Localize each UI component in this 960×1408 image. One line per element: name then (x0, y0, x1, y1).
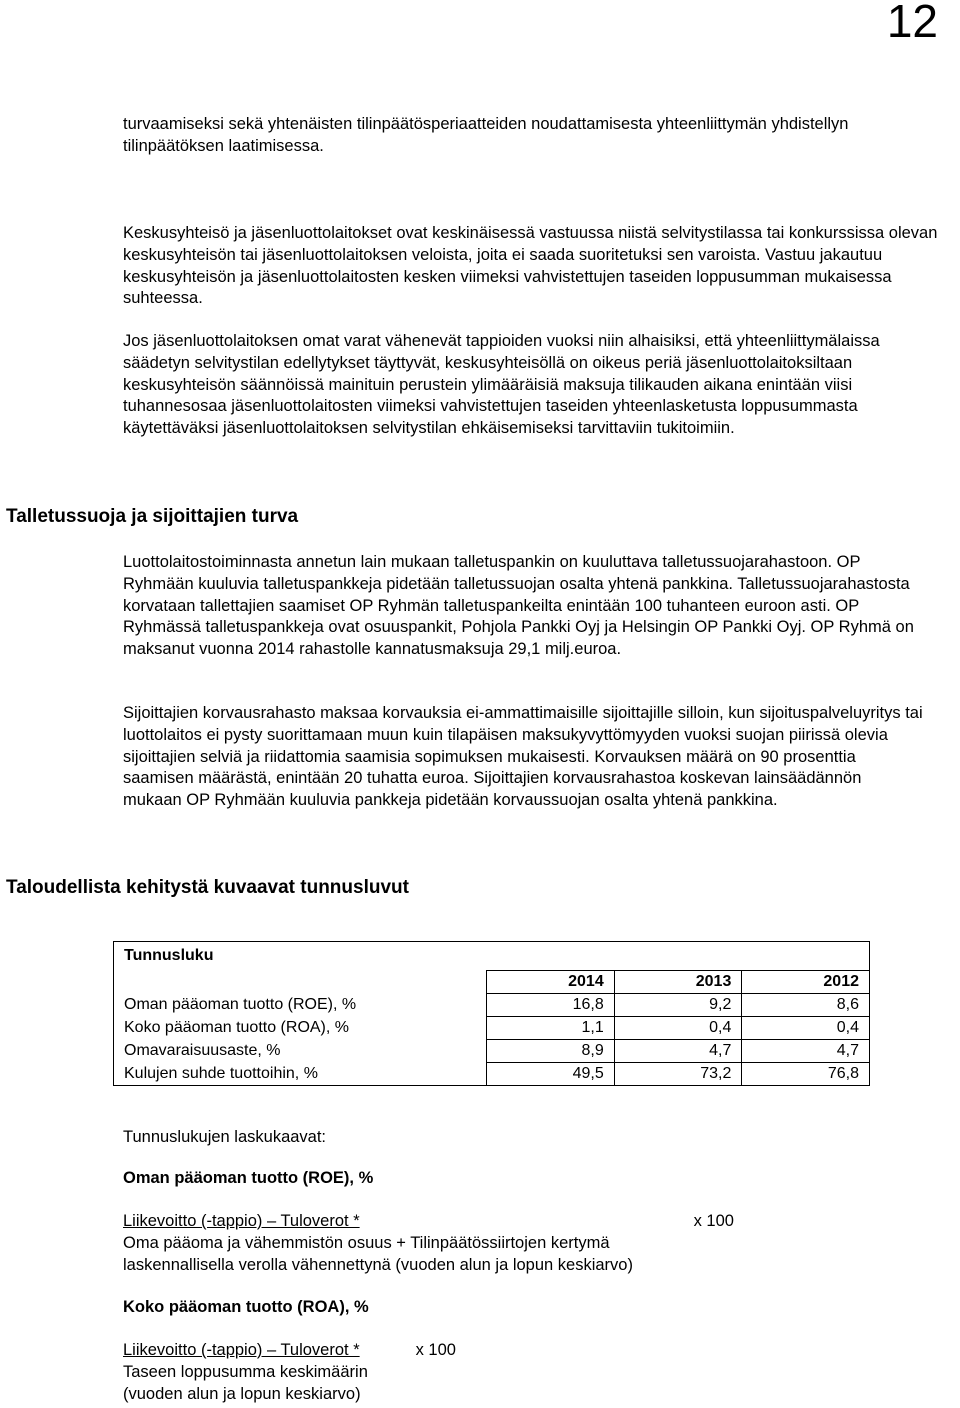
year-2013: 2013 (614, 971, 742, 994)
cell-value: 49,5 (487, 1063, 615, 1086)
formula-roa-denominator-2: (vuoden alun ja lopun keskiarvo) (123, 1384, 361, 1403)
paragraph-deposit-guarantee: Luottolaitostoiminnasta annetun lain mukaan talletuspankin on kuuluttava talletussuojarahastoon. OP Ryhmään kuuluvia talletuspankkeja pidetään talletussuojan osalta yhtenä pankkina. Talletussuojarahastosta korvataan tallettajien saamiset OP Ryhmän talletuspankeilta enintään 100 tuhanteen euroon asti. OP Ryhmässä talletuspankkeja ovat osuuspankit, Pohjola Pankki Oyj ja Helsingin OP Pankki Oyj. OP Ryhmä on maksanut vuonna 2014 rahastolle kannatusmaksuja 29,1 milj.euroa. (123, 553, 914, 659)
heading-key-figures: Taloudellista kehitystä kuvaavat tunnusluvut (6, 877, 409, 898)
formula-roe (123, 1211, 734, 1276)
formula-roe-multiplier: x 100 (693, 1212, 734, 1230)
page-number: 12 (886, 0, 938, 47)
formula-roe-denominator-1: Oma pääoma ja vähemmistön osuus + Tilinpäätössiirtojen kertymä (123, 1233, 610, 1252)
row-label: Oman pääoman tuotto (ROE), % (114, 994, 487, 1017)
row-label: Omavaraisuusaste, % (114, 1040, 487, 1063)
cell-value: 9,2 (614, 994, 742, 1017)
cell-value: 0,4 (742, 1017, 870, 1040)
row-label: Koko pääoman tuotto (ROA), % (114, 1017, 487, 1040)
table-row (114, 1040, 870, 1063)
cell-value: 73,2 (614, 1063, 742, 1086)
paragraph-extra-payments: Jos jäsenluottolaitoksen omat varat vähenevät tappioiden vuoksi niin alhaisiksi, että yhteenliittymälaissa säädetyn selvitystilan edellytykset täyttyvät, keskusyhteisöllä on oikeus periä jäsenluottolaitoksiltaan keskusyhteisön säännöissä mainituin perustein ylimääräisiä maksuja tilikauden aikana enintään viisi tuhannesosaa jäsenluottolaitosten viimeksi vahvistettujen taseiden yhteenlasketusta loppusummasta käytettäväksi jäsenluottolaitoksen selvitystilan ehkäisemiseksi tarvittaviin tukitoimiin. (123, 332, 880, 438)
cell-value: 8,6 (742, 994, 870, 1017)
formula-roe-title: Oman pääoman tuotto (ROE), % (123, 1169, 374, 1187)
formula-roe-numerator: Liikevoitto (-tappio) – Tuloverot * (123, 1212, 360, 1230)
paragraph-joint-liability: Keskusyhteisö ja jäsenluottolaitokset ovat keskinäisessä vastuussa niistä selvitystilassa tai konkurssissa olevan keskusyhteisön tai jäsenluottolaitoksen veloista, joita ei saada suoritetuksi sen varoista. Vastuu jakautuu keskusyhteisön ja jäsenluottolaitosten kesken viimeksi vahvistettujen taseiden loppusumman mukaisessa suhteessa. (123, 224, 938, 308)
cell-value: 4,7 (742, 1040, 870, 1063)
formula-roe-denominator-2: laskennallisella verolla vähennettynä (vuoden alun ja lopun keskiarvo) (123, 1255, 633, 1274)
formula-roa-title: Koko pääoman tuotto (ROA), % (123, 1298, 369, 1316)
row-label: Kulujen suhde tuottoihin, % (114, 1063, 487, 1086)
table-year-spacer (114, 971, 487, 994)
formula-roa-numerator: Liikevoitto (-tappio) – Tuloverot * (123, 1341, 360, 1359)
heading-deposit-guarantee: Talletussuoja ja sijoittajien turva (6, 506, 299, 527)
formulas-intro: Tunnuslukujen laskukaavat: (123, 1128, 327, 1146)
table-year-row (114, 971, 870, 994)
year-2012: 2012 (742, 971, 870, 994)
table-row (114, 994, 870, 1017)
paragraph-investor-compensation: Sijoittajien korvausrahasto maksaa korvauksia ei-ammattimaisille sijoittajille silloin, kun sijoituspalveluyritys tai luottolaitos ei pysty suorittamaan muun kuin tilapäisen maksukyvyttömyyden vuoksi suojan piirissä olevia sijoittajien selviä ja riidattomia saamisia sopimuksen mukaisesti. Korvauksen määrä on 90 prosenttia saamisen määrästä, enintään 20 tuhatta euroa. Sijoittajien korvausrahastoa koskevan lainsäädännön mukaan OP Ryhmään kuuluvia pankkeja pidetään korvaussuojan osalta yhtenä pankkina. (123, 704, 923, 810)
table-title: Tunnusluku (114, 942, 487, 971)
cell-value: 8,9 (487, 1040, 615, 1063)
cell-value: 1,1 (487, 1017, 615, 1040)
cell-value: 76,8 (742, 1063, 870, 1086)
cell-value: 4,7 (614, 1040, 742, 1063)
key-figures-table (113, 941, 870, 1086)
table-row (114, 1063, 870, 1086)
table-row (114, 1017, 870, 1040)
year-2014: 2014 (487, 971, 615, 994)
formula-roa (123, 1340, 456, 1405)
table-header-row (114, 942, 870, 971)
paragraph-consolidation: turvaamiseksi sekä yhtenäisten tilinpäätösperiaatteiden noudattamisesta yhteenliittymän yhdistellyn tilinpäätöksen laatimisessa. (123, 115, 849, 155)
formula-roa-denominator-1: Taseen loppusumma keskimäärin (123, 1362, 368, 1381)
cell-value: 0,4 (614, 1017, 742, 1040)
cell-value: 16,8 (487, 994, 615, 1017)
formula-roa-multiplier: x 100 (415, 1341, 456, 1359)
